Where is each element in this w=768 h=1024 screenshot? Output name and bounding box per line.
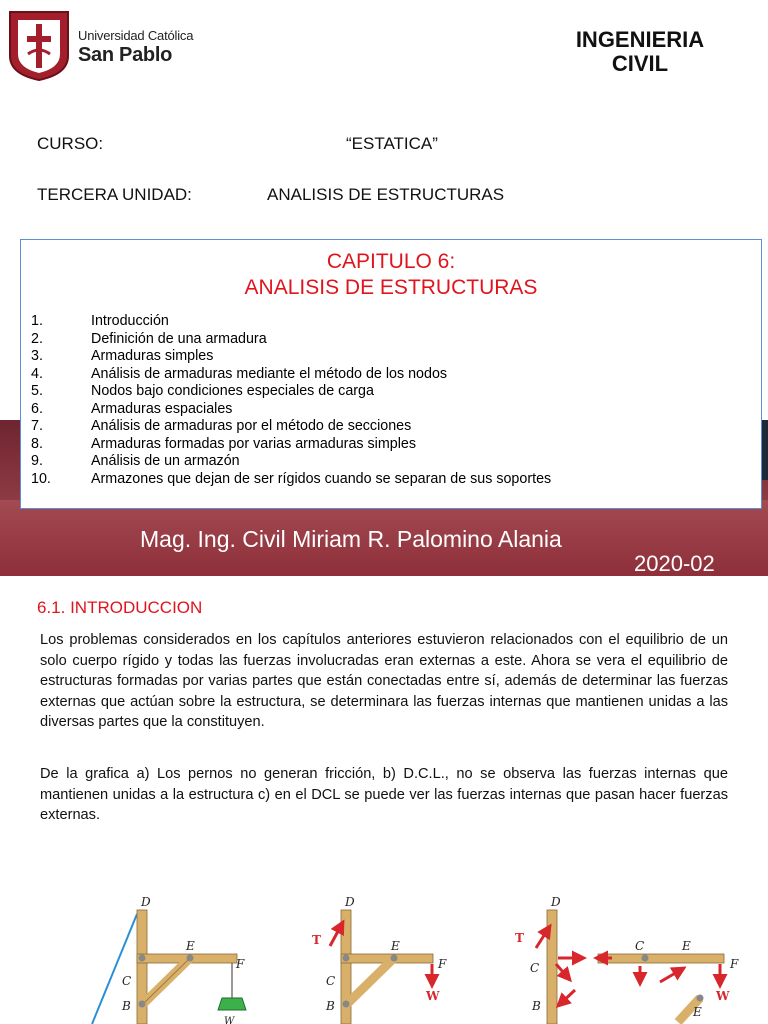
label-f: F — [438, 957, 447, 971]
brace-edge — [143, 958, 190, 1004]
list-item — [31, 366, 551, 384]
pin-b — [139, 1001, 146, 1008]
label-t: T — [515, 931, 524, 945]
intro-paragraph-1: Los problemas considerados en los capítulos anteriores estuvieron relacionados con el equilibrio de un solo cuerpo rígido y todas las fuerzas involucradas eran externas a este. Ahora se vera el equilibrio de estructuras formadas por varias partes que están conectadas entre sí, además de determinar las fuerzas externas que actúan sobre la estructura, se determinara las fuerzas internas que mantienen unidas a las diversas partes que la constituyen. — [40, 632, 728, 730]
label-c: C — [326, 974, 336, 988]
label-w: W — [716, 989, 730, 1003]
frame-diagram — [0, 886, 768, 1024]
list-item — [31, 418, 551, 436]
label-w: W — [426, 989, 440, 1003]
label-f: F — [730, 957, 739, 971]
diagram-b — [312, 895, 447, 1024]
list-item — [31, 348, 551, 366]
list-item-text: Armaduras formadas por varias armaduras simples — [91, 435, 416, 452]
label-e2: E — [693, 1005, 702, 1019]
label-e: E — [391, 939, 400, 953]
list-item-number: 8. — [31, 435, 43, 452]
course-label: CURSO: — [37, 134, 104, 153]
list-item-text: Análisis de un armazón — [91, 453, 240, 469]
pin-c — [139, 955, 146, 962]
label-b: B — [532, 999, 541, 1013]
chapter-title: CAPITULO 6: — [326, 250, 456, 273]
pin-e — [187, 955, 194, 962]
logo-text-line2: San Pablo — [78, 44, 172, 66]
list-item-text: Armaduras simples — [91, 348, 214, 364]
list-item-text: Introducción — [91, 313, 169, 329]
label-c: C — [122, 974, 132, 988]
list-item-number: 7. — [31, 418, 43, 434]
content-slide — [0, 576, 768, 1024]
faculty-line2: CIVIL — [611, 51, 669, 76]
list-item-number: 6. — [31, 400, 43, 417]
list-item-number: 9. — [31, 453, 43, 469]
list-item-text: Armaduras espaciales — [91, 400, 233, 417]
list-item — [31, 453, 551, 471]
list-item-number: 10. — [31, 470, 51, 487]
list-item-number: 3. — [31, 348, 43, 364]
list-item — [31, 401, 551, 419]
list-item — [31, 383, 551, 401]
list-item — [31, 471, 551, 489]
diagram-c — [515, 895, 739, 1024]
unit-label: TERCERA UNIDAD: — [37, 185, 192, 204]
pin-c — [642, 955, 649, 962]
shield-icon — [8, 10, 70, 82]
pin-b — [343, 1001, 350, 1008]
label-d: D — [141, 895, 151, 909]
pin-e — [697, 995, 704, 1002]
faculty-line1: INGENIERIA — [575, 27, 705, 52]
section-title: 6.1. INTRODUCCION — [37, 598, 203, 617]
course-value: “ESTATICA” — [346, 134, 438, 153]
unit-value: ANALISIS DE ESTRUCTURAS — [267, 185, 505, 204]
label-c2: C — [635, 939, 645, 953]
label-c: C — [530, 961, 540, 975]
label-e: E — [186, 939, 195, 953]
chapter-subtitle: ANALISIS DE ESTRUCTURAS — [244, 276, 538, 299]
semester-label: 2020-02 — [634, 551, 715, 576]
label-f: F — [236, 957, 245, 971]
brace-member — [347, 958, 394, 1004]
list-item — [31, 313, 551, 331]
label-w: W — [224, 1016, 235, 1024]
force-arrow — [556, 964, 570, 980]
pin-c — [343, 955, 350, 962]
label-b: B — [122, 999, 131, 1013]
diagram-a — [92, 895, 246, 1024]
label-e: E — [682, 939, 691, 953]
university-logo — [8, 10, 194, 82]
list-item-number: 4. — [31, 365, 43, 382]
logo-text-line1: Universidad Católica — [78, 28, 194, 43]
label-d: D — [345, 895, 355, 909]
list-item-text: Armazones que dejan de ser rígidos cuando se separan de sus soportes — [91, 470, 552, 487]
list-item-text: Definición de una armadura — [91, 330, 267, 347]
list-item — [31, 436, 551, 454]
faculty-title — [540, 28, 740, 76]
list-item-text: Nodos bajo condiciones especiales de carga — [91, 383, 374, 399]
horizontal-member — [598, 954, 724, 963]
chapter-topics-list — [31, 313, 551, 488]
author-name: Mag. Ing. Civil Miriam R. Palomino Alania — [140, 526, 562, 552]
list-item — [31, 331, 551, 349]
list-item-number: 5. — [31, 383, 43, 399]
weight-block — [218, 998, 246, 1010]
label-d: D — [551, 895, 561, 909]
label-b: B — [326, 999, 335, 1013]
list-item-number: 2. — [31, 330, 43, 347]
force-arrow — [660, 968, 684, 982]
chapter-contents-box — [20, 239, 762, 509]
label-t: T — [312, 933, 321, 947]
list-item-text: Análisis de armaduras por el método de secciones — [91, 418, 412, 434]
list-item-text: Análisis de armaduras mediante el método de los nodos — [91, 365, 448, 382]
force-arrow — [558, 990, 575, 1006]
intro-paragraph-2: De la grafica a) Los pernos no generan fricción, b) D.C.L., no se observa las fuerzas internas que mantienen unidas a la estructura c) en el DCL se puede ver las fuerzas internas que pasan hacer fuerzas externas. — [40, 766, 728, 823]
list-item-number: 1. — [31, 313, 43, 329]
pin-e — [391, 955, 398, 962]
